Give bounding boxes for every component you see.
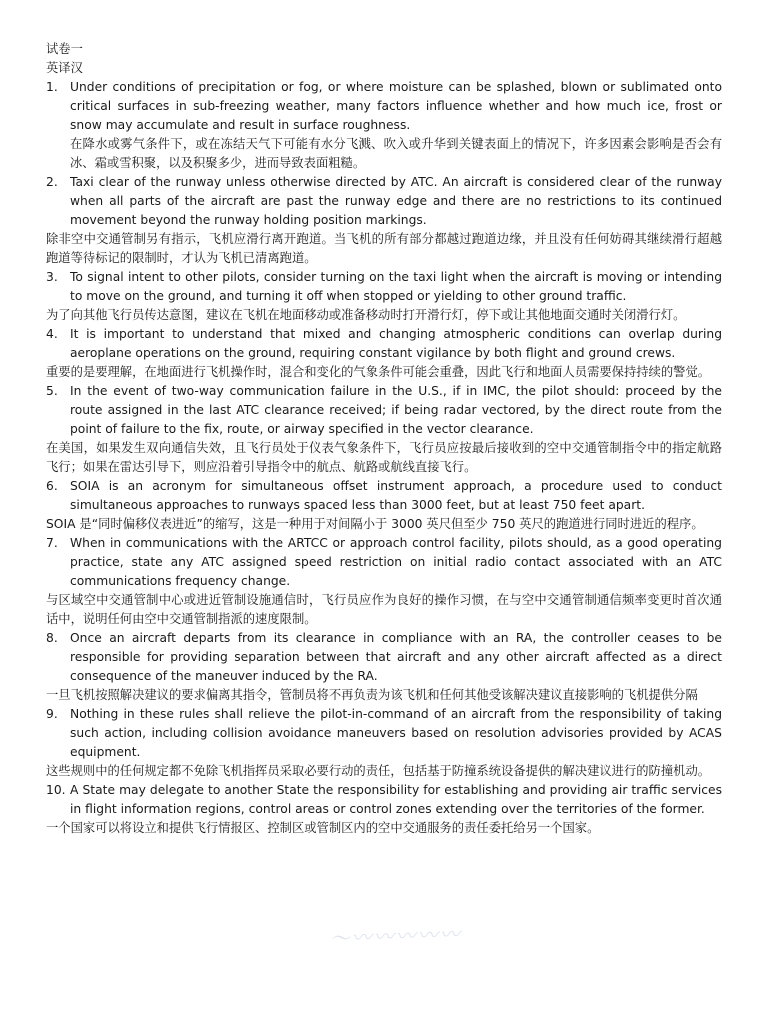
question-item bbox=[46, 705, 722, 781]
question-item bbox=[46, 477, 722, 534]
chinese-translation: 为了向其他飞行员传达意图，建议在飞机在地面移动或准备移动时打开滑行灯，停下或让其他地面交通时关闭滑行灯。 bbox=[46, 308, 686, 322]
question-item bbox=[46, 781, 722, 838]
english-text: SOIA is an acronym for simultaneous offset instrument approach, a procedure used to conduct simultaneous approaches to runways spaced less than 3000 feet, but at least 750 feet apart. bbox=[70, 479, 722, 512]
chinese-translation: 在降水或雾气条件下，或在冻结天气下可能有水分飞溅、吹入或升华到关键表面上的情况下，许多因素会影响是否会有冰、霜或雪积聚，以及积聚多少，进而导致表面粗糙。 bbox=[70, 137, 722, 170]
english-text: When in communications with the ARTCC or approach control facility, pilots should, as a good operating practice, state any ATC assigned speed restriction on initial radio contact associated with an ATC communications frequency change. bbox=[70, 536, 722, 588]
english-text: A State may delegate to another State the responsibility for establishing and providing air traffic services in flight information regions, control areas or control zones extending over the territories of the former. bbox=[70, 783, 722, 816]
question-item bbox=[46, 173, 722, 268]
question-item bbox=[46, 382, 722, 477]
chinese-translation: 一个国家可以将设立和提供飞行情报区、控制区或管制区内的空中交通服务的责任委托给另一个国家。 bbox=[46, 821, 600, 835]
english-paragraph bbox=[46, 477, 722, 515]
item-number: 4. bbox=[46, 327, 58, 341]
item-number: 10. bbox=[46, 783, 66, 797]
item-number: 5. bbox=[46, 384, 58, 398]
item-number: 7. bbox=[46, 536, 58, 550]
chinese-translation: 除非空中交通管制另有指示，飞机应滑行离开跑道。当飞机的所有部分都越过跑道边缘，并且没有任何妨碍其继续滑行超越跑道等待标记的限制时，才认为飞机已清离跑道。 bbox=[46, 232, 722, 265]
question-list bbox=[46, 78, 722, 838]
chinese-translation: SOIA 是“同时偏移仪表进近”的缩写，这是一种用于对间隔小于 3000 英尺但至少 750 英尺的跑道进行同时进近的程序。 bbox=[46, 517, 704, 531]
english-text: In the event of two-way communication failure in the U.S., if in IMC, the pilot should: proceed by the route assigned in the last ATC clearance received; if being radar vectored, by the direct route from the point of failure to the fix, route, or airway specified in the vector clearance. bbox=[70, 384, 722, 436]
english-text: To signal intent to other pilots, consider turning on the taxi light when the aircraft is moving or intending to move on the ground, and turning it off when stopped or yielding to other ground traffic. bbox=[70, 270, 722, 303]
chinese-translation: 与区域空中交通管制中心或进近管制设施通信时，飞行员应作为良好的操作习惯，在与空中交通管制通信频率变更时首次通话中，说明任何由空中交通管制指派的速度限制。 bbox=[46, 593, 722, 626]
section-subtitle: 英译汉 bbox=[46, 61, 83, 75]
english-paragraph bbox=[46, 781, 722, 819]
english-paragraph bbox=[46, 173, 722, 230]
question-item bbox=[46, 78, 722, 173]
item-number: 1. bbox=[46, 80, 58, 94]
english-paragraph bbox=[46, 629, 722, 686]
document-title: 试卷一 bbox=[46, 42, 83, 56]
item-number: 8. bbox=[46, 631, 58, 645]
english-paragraph bbox=[46, 382, 722, 439]
english-paragraph bbox=[46, 325, 722, 363]
faint-handwritten-watermark: 〜〰〰〰〰〰 bbox=[329, 921, 463, 951]
english-text: It is important to understand that mixed and changing atmospheric conditions can overlap during aeroplane operations on the ground, requiring constant vigilance by both flight and ground crews. bbox=[70, 327, 722, 360]
chinese-translation: 重要的是要理解，在地面进行飞机操作时，混合和变化的气象条件可能会重叠，因此飞行和地面人员需要保持持续的警觉。 bbox=[46, 365, 711, 379]
question-item bbox=[46, 534, 722, 629]
chinese-translation: 一旦飞机按照解决建议的要求偏离其指令，管制员将不再负责为该飞机和任何其他受该解决建议直接影响的飞机提供分隔 bbox=[46, 688, 698, 702]
question-item bbox=[46, 629, 722, 705]
chinese-translation: 在美国，如果发生双向通信失效，且飞行员处于仪表气象条件下，飞行员应按最后接收到的空中交通管制指令中的指定航路飞行；如果在雷达引导下，则应沿着引导指令中的航点、航路或航线直接飞行。 bbox=[46, 441, 722, 474]
english-text: Once an aircraft departs from its clearance in compliance with an RA, the controller ceases to be responsible for providing separation between that aircraft and any other aircraft affected as a direct consequence of the maneuver induced by the RA. bbox=[70, 631, 722, 683]
item-number: 3. bbox=[46, 270, 58, 284]
question-item bbox=[46, 325, 722, 382]
english-text: Nothing in these rules shall relieve the pilot-in-command of an aircraft from the responsibility of taking such action, including collision avoidance maneuvers based on resolution advisories provided by ACAS equipment. bbox=[70, 707, 722, 759]
item-number: 6. bbox=[46, 479, 58, 493]
question-item bbox=[46, 268, 722, 325]
english-text: Under conditions of precipitation or fog, or where moisture can be splashed, blown or sublimated onto critical surfaces in sub-freezing weather, many factors influence whether and how much ice, frost or snow may accumulate and result in surface roughness. bbox=[70, 80, 722, 132]
english-paragraph bbox=[46, 534, 722, 591]
english-text: Taxi clear of the runway unless otherwise directed by ATC. An aircraft is considered clear of the runway when all parts of the aircraft are past the runway edge and there are no restrictions to its continued movement beyond the runway holding position markings. bbox=[70, 175, 722, 227]
chinese-translation: 这些规则中的任何规定都不免除飞机指挥员采取必要行动的责任，包括基于防撞系统设备提供的解决建议进行的防撞机动。 bbox=[46, 764, 711, 778]
english-paragraph bbox=[46, 268, 722, 306]
item-number: 9. bbox=[46, 707, 58, 721]
english-paragraph bbox=[46, 78, 722, 135]
item-number: 2. bbox=[46, 175, 58, 189]
english-paragraph bbox=[46, 705, 722, 762]
